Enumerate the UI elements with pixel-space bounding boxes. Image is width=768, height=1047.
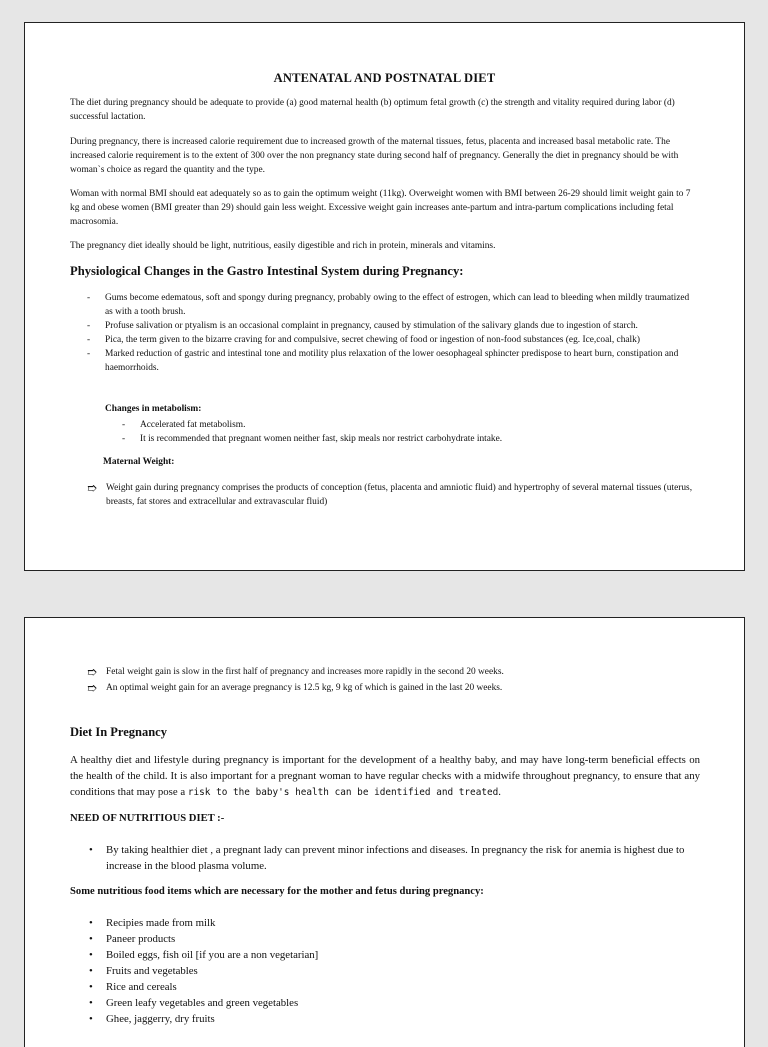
diet-paragraph: A healthy diet and lifestyle during pregnancy is important for the development of a healthy baby, and may have long-term beneficial effects on the health of the child. It is also important for a pregnant woman to have regular checks with a midwife throughout pregnancy, to ensure that any conditions that may pose a risk to the baby's health can be identified and treated. [70,754,700,798]
list-item: - Accelerated fat metabolism. [122,418,682,432]
list-item: - Gums become edematous, soft and spongy during pregnancy, probably owing to the effect of estrogen, which can lead to bleeding when mildly traumatized as with a tooth brush. [87,291,697,319]
gi-changes-heading: Physiological Changes in the Gastro Intestinal System during Pregnancy: [70,264,464,278]
intro-paragraph: The diet during pregnancy should be adequate to provide (a) good maternal health (b) optimum fetal growth (c) the strength and vitality required during labor (d) successful lactation. [70,98,675,122]
list-item: - Marked reduction of gastric and intestinal tone and motility plus relaxation of the lower oesophageal sphincter predispose to heart burn, constipation and haemorrhoids. [87,347,697,375]
metabolism-label: Changes in metabolism: [105,404,202,414]
need-list [89,842,701,874]
list-item: ➱ Weight gain during pregnancy comprises the products of conception (fetus, placenta and amniotic fluid) and hypertrophy of several maternal tissues (uterus, breasts, fat stores and extracellular and extravascular fluid) [87,481,693,507]
weight-gain-list [87,665,699,697]
bmi-paragraph: Woman with normal BMI should eat adequately so as to gain the optimum weight (11kg). Overweight women with BMI between 26-29 should limit weight gain to 7 kg and obese women (BMI greater than 29) should gain less weight. Excessive weight gain increases ante-partum and intra-partum complications including fetal macrosomia. [70,189,691,227]
page-title: ANTENATAL AND POSTNATAL DIET [273,71,496,85]
list-item: • Recipies made from milk [89,915,701,931]
list-item: • By taking healthier diet , a pregnant lady can prevent minor infections and diseases. In pregnancy the risk for anemia is highest due to increase in the blood plasma volume. [89,842,701,874]
list-item: • Fruits and vegetables [89,963,701,979]
metabolism-list [122,418,682,446]
arrow-bullet-icon: ➱ [87,681,98,695]
list-item: • Ghee, jaggerry, dry fruits [89,1011,701,1027]
list-item: • Rice and cereals [89,979,701,995]
document-page-2 [24,617,745,1047]
foods-list [89,915,701,1027]
foods-heading: Some nutritious food items which are necessary for the mother and fetus during pregnancy: [70,886,484,897]
list-item: • Boiled eggs, fish oil [if you are a non vegetarian] [89,947,701,963]
diet-heading: Diet In Pregnancy [70,725,167,739]
list-item: • Paneer products [89,931,701,947]
list-item: • Green leafy vegetables and green vegetables [89,995,701,1011]
need-heading: NEED OF NUTRITIOUS DIET :- [70,813,225,824]
list-item: - It is recommended that pregnant women neither fast, skip meals nor restrict carbohydrate intake. [122,432,682,446]
list-item: - Profuse salivation or ptyalism is an occasional complaint in pregnancy, caused by stimulation of the salivary glands due to ingestion of starch. [87,319,697,333]
arrow-bullet-icon: ➱ [87,481,98,495]
list-item: - Pica, the term given to the bizarre craving for and compulsive, secret chewing of food or ingestion of non-food substances (eg. Ice,coal, chalk) [87,333,697,347]
gi-changes-list [87,291,697,375]
calorie-paragraph: During pregnancy, there is increased calorie requirement due to increased growth of the maternal tissues, fetus, placenta and increased basal metabolic rate. The increased calorie requirement is to the extent of 300 over the non pregnancy state during second half of pregnancy. Generally the diet in pregnancy should be with woman`s choice as regard the quantity and the type. [70,137,679,175]
list-item: ➱ Fetal weight gain is slow in the first half of pregnancy and increases more rapidly in the second 20 weeks. [87,665,504,679]
diet-paragraph: The pregnancy diet ideally should be light, nutritious, easily digestible and rich in protein, minerals and vitamins. [70,241,496,251]
arrow-bullet-icon: ➱ [87,665,98,679]
maternal-weight-label: Maternal Weight: [103,457,175,467]
maternal-weight-list [87,481,699,509]
document-page-1 [24,22,745,571]
list-item: ➱ An optimal weight gain for an average pregnancy is 12.5 kg, 9 kg of which is gained in the last 20 weeks. [87,681,503,695]
